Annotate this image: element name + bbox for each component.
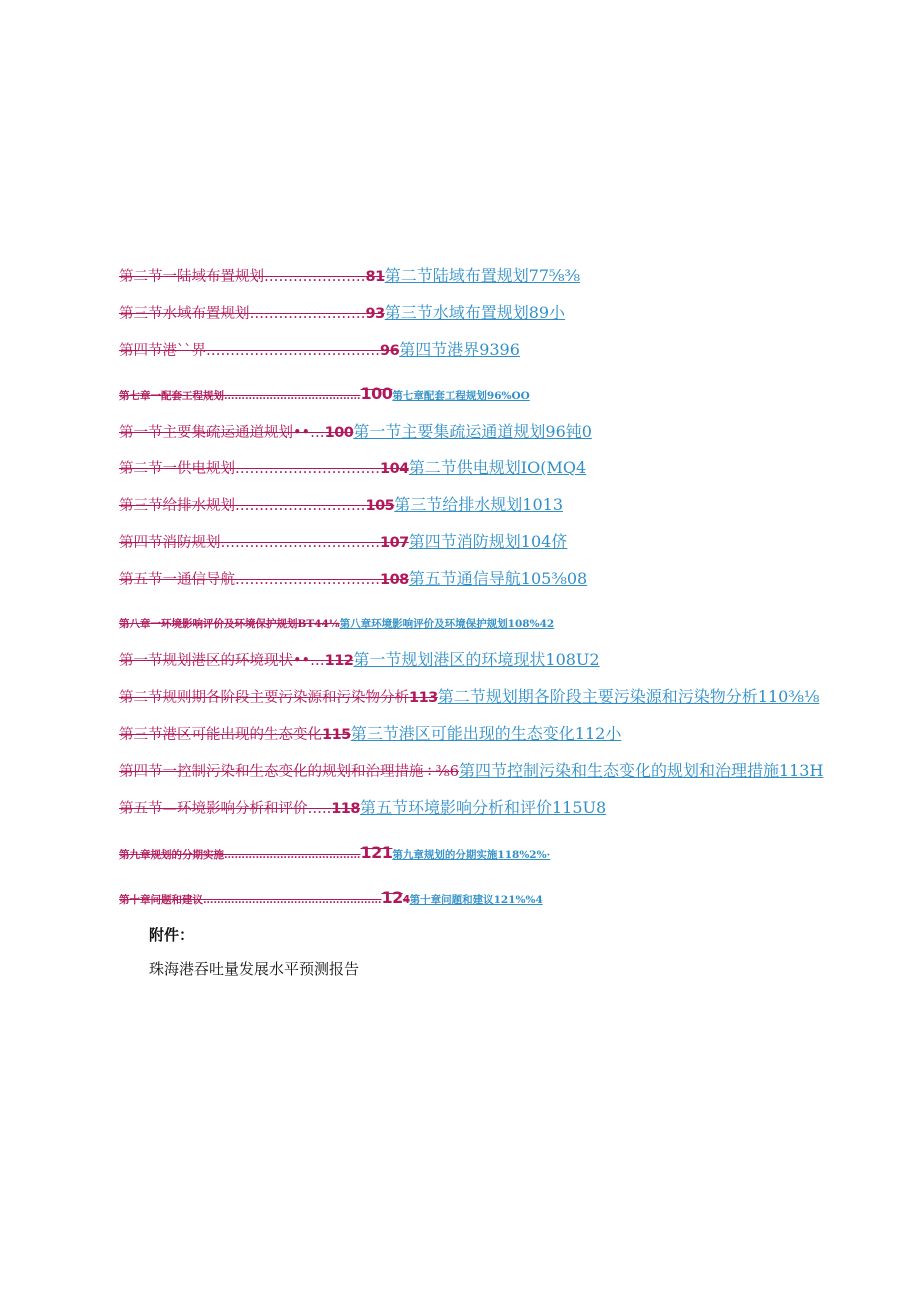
toc-line[interactable] — [119, 687, 819, 708]
toc-dots: ………………………… — [235, 572, 380, 588]
toc-new-title[interactable]: 第五节通信导航105⅜08 — [408, 569, 588, 588]
toc-old-title: 第三节水域布置规划 — [119, 306, 250, 322]
toc-chapter-line[interactable] — [119, 384, 530, 406]
toc-old-title: 第五节一通信导航 — [119, 572, 235, 588]
toc-page: 100 — [324, 425, 354, 441]
toc-old-title: 第七章一配套工程规划 — [119, 390, 224, 402]
toc-old-title: 第八章一环境影响评价及环境保护规划BT44⅛ — [119, 618, 340, 630]
toc-line[interactable] — [119, 798, 606, 819]
toc-page: 118 — [331, 801, 360, 817]
toc-page: 104 — [380, 461, 409, 477]
toc-old-title: 第五节—环境影响分析和评价 — [119, 801, 308, 817]
toc-new-title[interactable]: 第八章环境影响评价及环境保护规划108%42 — [339, 618, 555, 630]
toc-dots: ………………… — [264, 269, 366, 285]
toc-dots: ……………………………… — [206, 343, 380, 359]
toc-new-title[interactable]: 第一节规划港区的环境现状108U2 — [353, 650, 600, 669]
toc-line[interactable] — [119, 569, 587, 590]
toc-new-title[interactable]: 第七章配套工程规划96%OO — [392, 390, 530, 402]
toc-new-title[interactable]: 第三节给排水规划1013 — [394, 495, 564, 514]
toc-page: 96 — [380, 343, 400, 359]
toc-line[interactable] — [119, 458, 586, 479]
toc-old-title: 第二节一陆域布置规划 — [119, 269, 264, 285]
toc-old-title: 第十章问题和建议 — [119, 894, 203, 906]
toc-new-title[interactable]: 第四节消防规划104侪 — [408, 532, 568, 551]
toc-page: 115 — [322, 727, 351, 743]
toc-dots: …………………………………………… — [203, 894, 382, 906]
toc-chapter-line[interactable] — [119, 614, 554, 634]
toc-new-title[interactable]: 第十章问题和建议121%%4 — [409, 894, 543, 906]
toc-chapter-line[interactable] — [119, 843, 550, 865]
toc-page: 113 — [409, 690, 438, 706]
toc-old-title: 第三节港区可能出现的生态变化 — [119, 727, 322, 743]
toc-old-title: 第四节消防规划 — [119, 535, 221, 551]
toc-new-title[interactable]: 第二节陆域布置规划77⅝⅜ — [384, 266, 581, 285]
toc-page: 105 — [365, 498, 395, 514]
toc-line[interactable] — [119, 495, 563, 516]
toc-dots: ………………………… — [235, 461, 380, 477]
attachment-label: 附件： — [149, 926, 195, 944]
toc-page: 81 — [365, 269, 385, 285]
toc-page: 112 — [324, 653, 354, 669]
toc-line[interactable] — [119, 532, 567, 553]
toc-dots: ….. — [307, 801, 332, 817]
toc-chapter-line[interactable] — [119, 888, 543, 910]
toc-dots: ………………………………… — [224, 390, 361, 402]
toc-dots: ……………………… — [235, 498, 366, 514]
toc-line[interactable] — [119, 303, 565, 324]
toc-dots: …………………… — [249, 306, 366, 322]
toc-old-title: 第一节规划港区的环境现状••… — [119, 653, 325, 669]
toc-line[interactable] — [119, 266, 580, 287]
toc-old-title: 第一节主要集疏运通道规划••… — [119, 425, 325, 441]
toc-old-title: 第三节给排水规划 — [119, 498, 235, 514]
toc-new-title[interactable]: 第五节环境影响分析和评价115U8 — [360, 798, 607, 817]
toc-dots: …………………………… — [220, 535, 380, 551]
toc-old-title: 第二节规则期各阶段主要污染源和污染物分析 — [119, 690, 409, 706]
toc-page: 12 — [381, 888, 403, 907]
toc-page: 107 — [380, 535, 409, 551]
toc-page-suffix: 4 — [402, 894, 410, 906]
toc-new-title[interactable]: 第四节港界9396 — [399, 340, 520, 359]
toc-old-title: 第二节一供电规划 — [119, 461, 235, 477]
attachment-item[interactable]: 珠海港吞吐量发展水平预测报告 — [149, 960, 360, 978]
toc-new-title[interactable]: 第二节规划期各阶段主要污染源和污染物分析110⅜⅛ — [437, 687, 820, 706]
toc-new-title[interactable]: 第九章规划的分期实施118%2%· — [392, 849, 551, 861]
toc-line[interactable] — [119, 724, 621, 745]
toc-new-title[interactable]: 第四节控制污染和生态变化的规划和治理措施113H — [458, 761, 824, 780]
toc-old-title: 第四节一控制污染和生态变化的规划和治理措施÷⅜6 — [119, 764, 459, 780]
toc-line[interactable] — [119, 650, 600, 671]
toc-new-title[interactable]: 第三节水域布置规划89小 — [384, 303, 566, 322]
toc-page: 108 — [380, 572, 409, 588]
toc-dots: ………………………………… — [224, 849, 361, 861]
toc-new-title[interactable]: 第二节供电规划IO(MQ4 — [408, 458, 587, 477]
toc-line[interactable] — [119, 340, 520, 361]
toc-old-title: 第九章规划的分期实施 — [119, 849, 224, 861]
toc-line[interactable] — [119, 422, 592, 443]
toc-new-title[interactable]: 第三节港区可能出现的生态变化112小 — [350, 724, 622, 743]
toc-page: 121 — [360, 843, 393, 862]
toc-page: 93 — [365, 306, 385, 322]
toc-new-title[interactable]: 第一节主要集疏运通道规划96钝0 — [353, 422, 592, 441]
toc-line[interactable] — [119, 761, 823, 782]
toc-old-title: 第四节港``界 — [119, 343, 206, 359]
toc-page: 100 — [360, 384, 393, 403]
